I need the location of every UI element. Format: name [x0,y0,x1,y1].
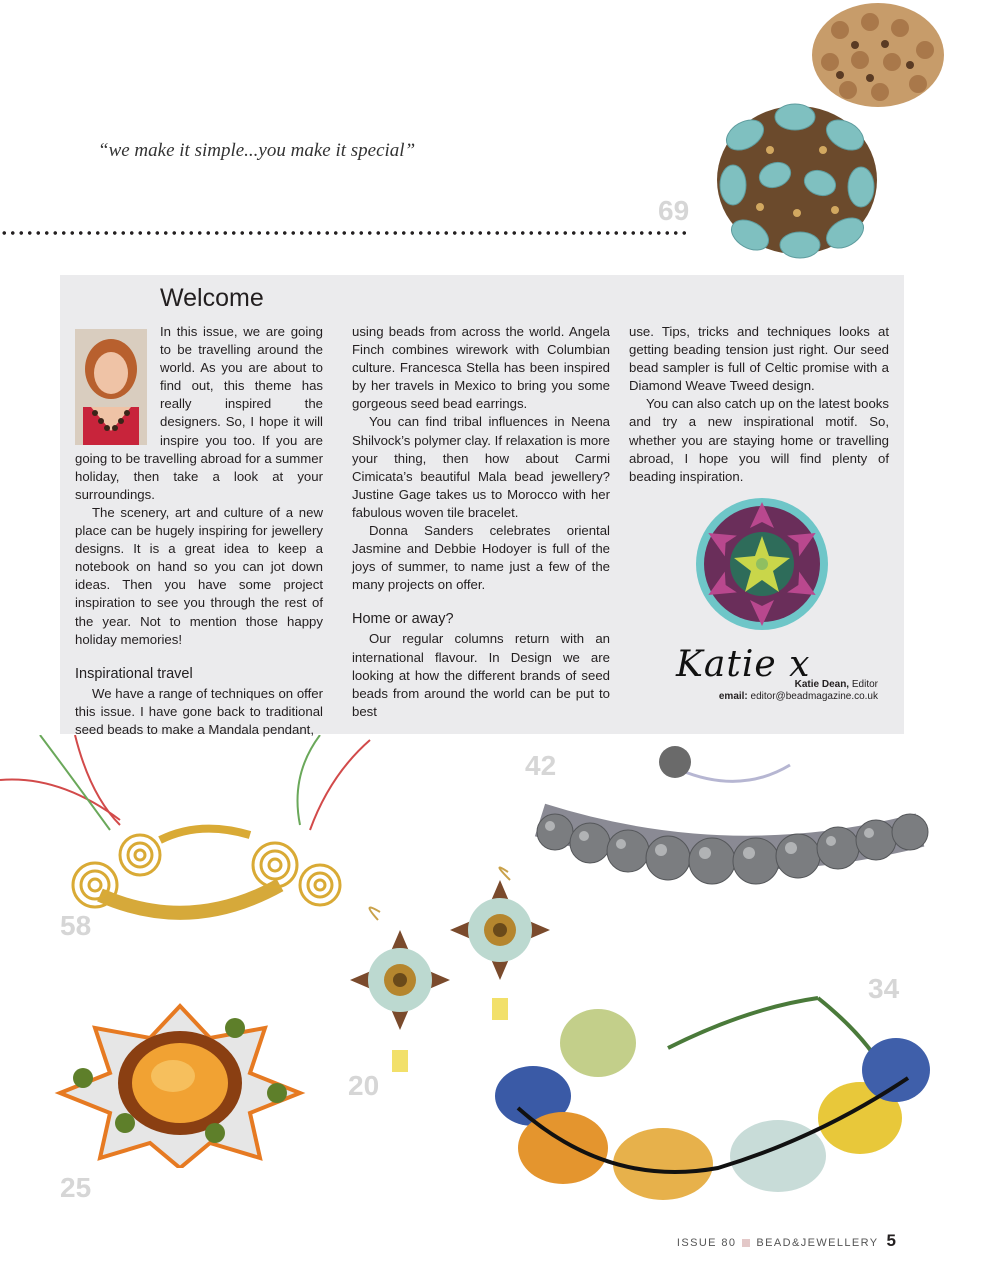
heading-home-or-away: Home or away? [352,611,454,628]
editor-name: Katie Dean, [794,679,850,690]
gold-wire-necklace-photo [0,735,380,935]
dotted-divider [0,228,690,238]
issue-number: ISSUE 80 [676,1237,737,1249]
footer-separator [742,1239,750,1247]
tagline: “we make it simple...you make it special” [98,140,416,161]
jasmine-pendant-photo [45,998,315,1168]
article-column-1 [75,323,323,739]
editor-role: Editor [851,679,878,690]
welcome-title: Welcome [160,284,264,312]
mandala-pendant-photo [690,492,835,637]
heading-inspirational-travel: Inspirational travel [75,665,193,682]
col2-paragraph-2: You can find tribal influences in Neena Shilvock’s polymer clay. If relaxation is more your thing, then how about Carmi Cimicata’s beautiful Mala bead jewellery? Justine Gage takes us to Morocco with her fabulous woven tile bracelet. [352,414,610,520]
portrait-spacer [75,323,160,443]
magazine-name: BEAD&JEWELLERY [756,1237,879,1249]
pearl-bracelet-photo [520,740,940,910]
editor-email[interactable]: editor@beadmagazine.co.uk [750,691,878,702]
col2-paragraph-1: using beads from across the world. Angela Finch combines wirework with Columbian culture. Francesca Stella has been inspired by her travels in Mexico to bring you some gorgeous seed bead earrings. [352,324,610,412]
page-footer [677,1231,896,1251]
article-column-3 [629,323,889,486]
page-number: 5 [886,1231,896,1250]
editor-signature: Katie x [676,644,811,685]
beaded-bead-photo [705,95,890,265]
col2-paragraph-3: Donna Sanders celebrates oriental Jasmine and Debbie Hodoyer is full of the joys of summer, to name just a few of the many projects on offer. [352,523,610,593]
page-ref-34: 34 [868,973,900,1004]
col3-paragraph-2: You can also catch up on the latest books and try a new inspirational motif. So, whether you are staying home or travelling abroad, I hope you will find plenty of beading inspiration. [629,396,889,484]
col3-paragraph-1: use. Tips, tricks and techniques looks at getting beading tension just right. Our seed bead sampler is full of Celtic promise with a Diamond Weave Tweed design. [629,324,889,394]
email-label: email: [718,691,748,702]
col1-paragraph-3: We have a range of techniques on offer this issue. I have gone back to traditional seed beads to make a Mandala pendant, [75,685,323,737]
editor-credit [719,679,878,703]
page-ref-58: 58 [60,910,92,941]
col1-paragraph-1 [75,323,323,504]
page-ref-20: 20 [348,1070,380,1101]
page-ref-69: 69 [658,195,690,226]
col1-paragraph-2: The scenery, art and culture of a new place can be hugely inspiring for jewellery designs. It is a great idea to keep a notebook on hand so you can jot down ideas. Then you have some project inspiration to see you through the rest of the year. Not to mention those happy holiday memories! [75,504,323,647]
article-column-2 [352,323,610,721]
page-ref-42: 42 [525,750,557,781]
page-ref-25: 25 [60,1172,92,1203]
col1-p1-text: In this issue, we are going to be travelling around the world. As you are about to find out, this theme has really inspired the designers. So, I hope it will inspire you too. If you are going to be travelling abroad for a summer holiday, then take a look at your surroundings. [75,324,323,502]
col2-paragraph-4: Our regular columns return with an international flavour. In Design we are looking at how the different brands of seed beads from around the world can be put to best [352,631,610,719]
